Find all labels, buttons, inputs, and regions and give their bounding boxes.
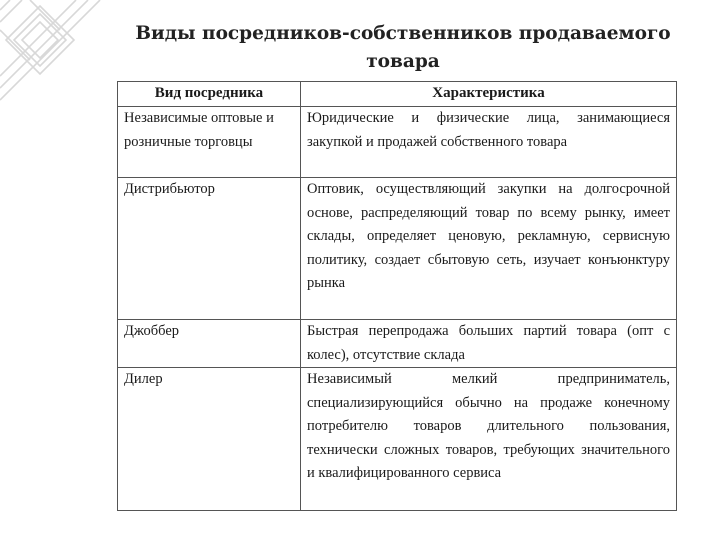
- characteristic-cell: Быстрая перепродажа больших партий товара (опт с колес), отсутствие склада: [301, 320, 677, 368]
- header-characteristic: Характеристика: [301, 82, 677, 107]
- intermediary-type-cell: Джоббер: [118, 320, 301, 368]
- table-row: [118, 107, 677, 178]
- table-header-row: [118, 82, 677, 107]
- characteristic-cell: Оптовик, осуществляющий закупки на долгосрочной основе, распределяющий товар по всему рынку, имеет склады, определяет ценовую, рекламную, сервисную политику, создает сбытовую сеть, изучает конъюнктуру рынка: [301, 178, 677, 320]
- table-row: [118, 178, 677, 320]
- intermediaries-table: [117, 81, 677, 511]
- characteristic-cell: Юридические и физические лица, занимающиеся закупкой и продажей собственного товара: [301, 107, 677, 178]
- table-row: [118, 368, 677, 511]
- intermediary-type-cell: Дилер: [118, 368, 301, 511]
- characteristic-cell: Независимый мелкий предприниматель, специализирующийся обычно на продаже конечному потребителю товаров длительного пользования, технически сложных товаров, требующих значительного и квалифицированного сервиса: [301, 368, 677, 511]
- table-row: [118, 320, 677, 368]
- intermediary-type-cell: Независимые оптовые и розничные торговцы: [118, 107, 301, 178]
- slide-title-line-2: товара: [366, 51, 440, 72]
- slide-title: [120, 20, 686, 76]
- intermediary-type-cell: Дистрибьютор: [118, 178, 301, 320]
- slide-title-line-1: Виды посредников-собственников продаваемого: [135, 23, 671, 44]
- header-intermediary-type: Вид посредника: [118, 82, 301, 107]
- corner-ornament: [0, 0, 110, 110]
